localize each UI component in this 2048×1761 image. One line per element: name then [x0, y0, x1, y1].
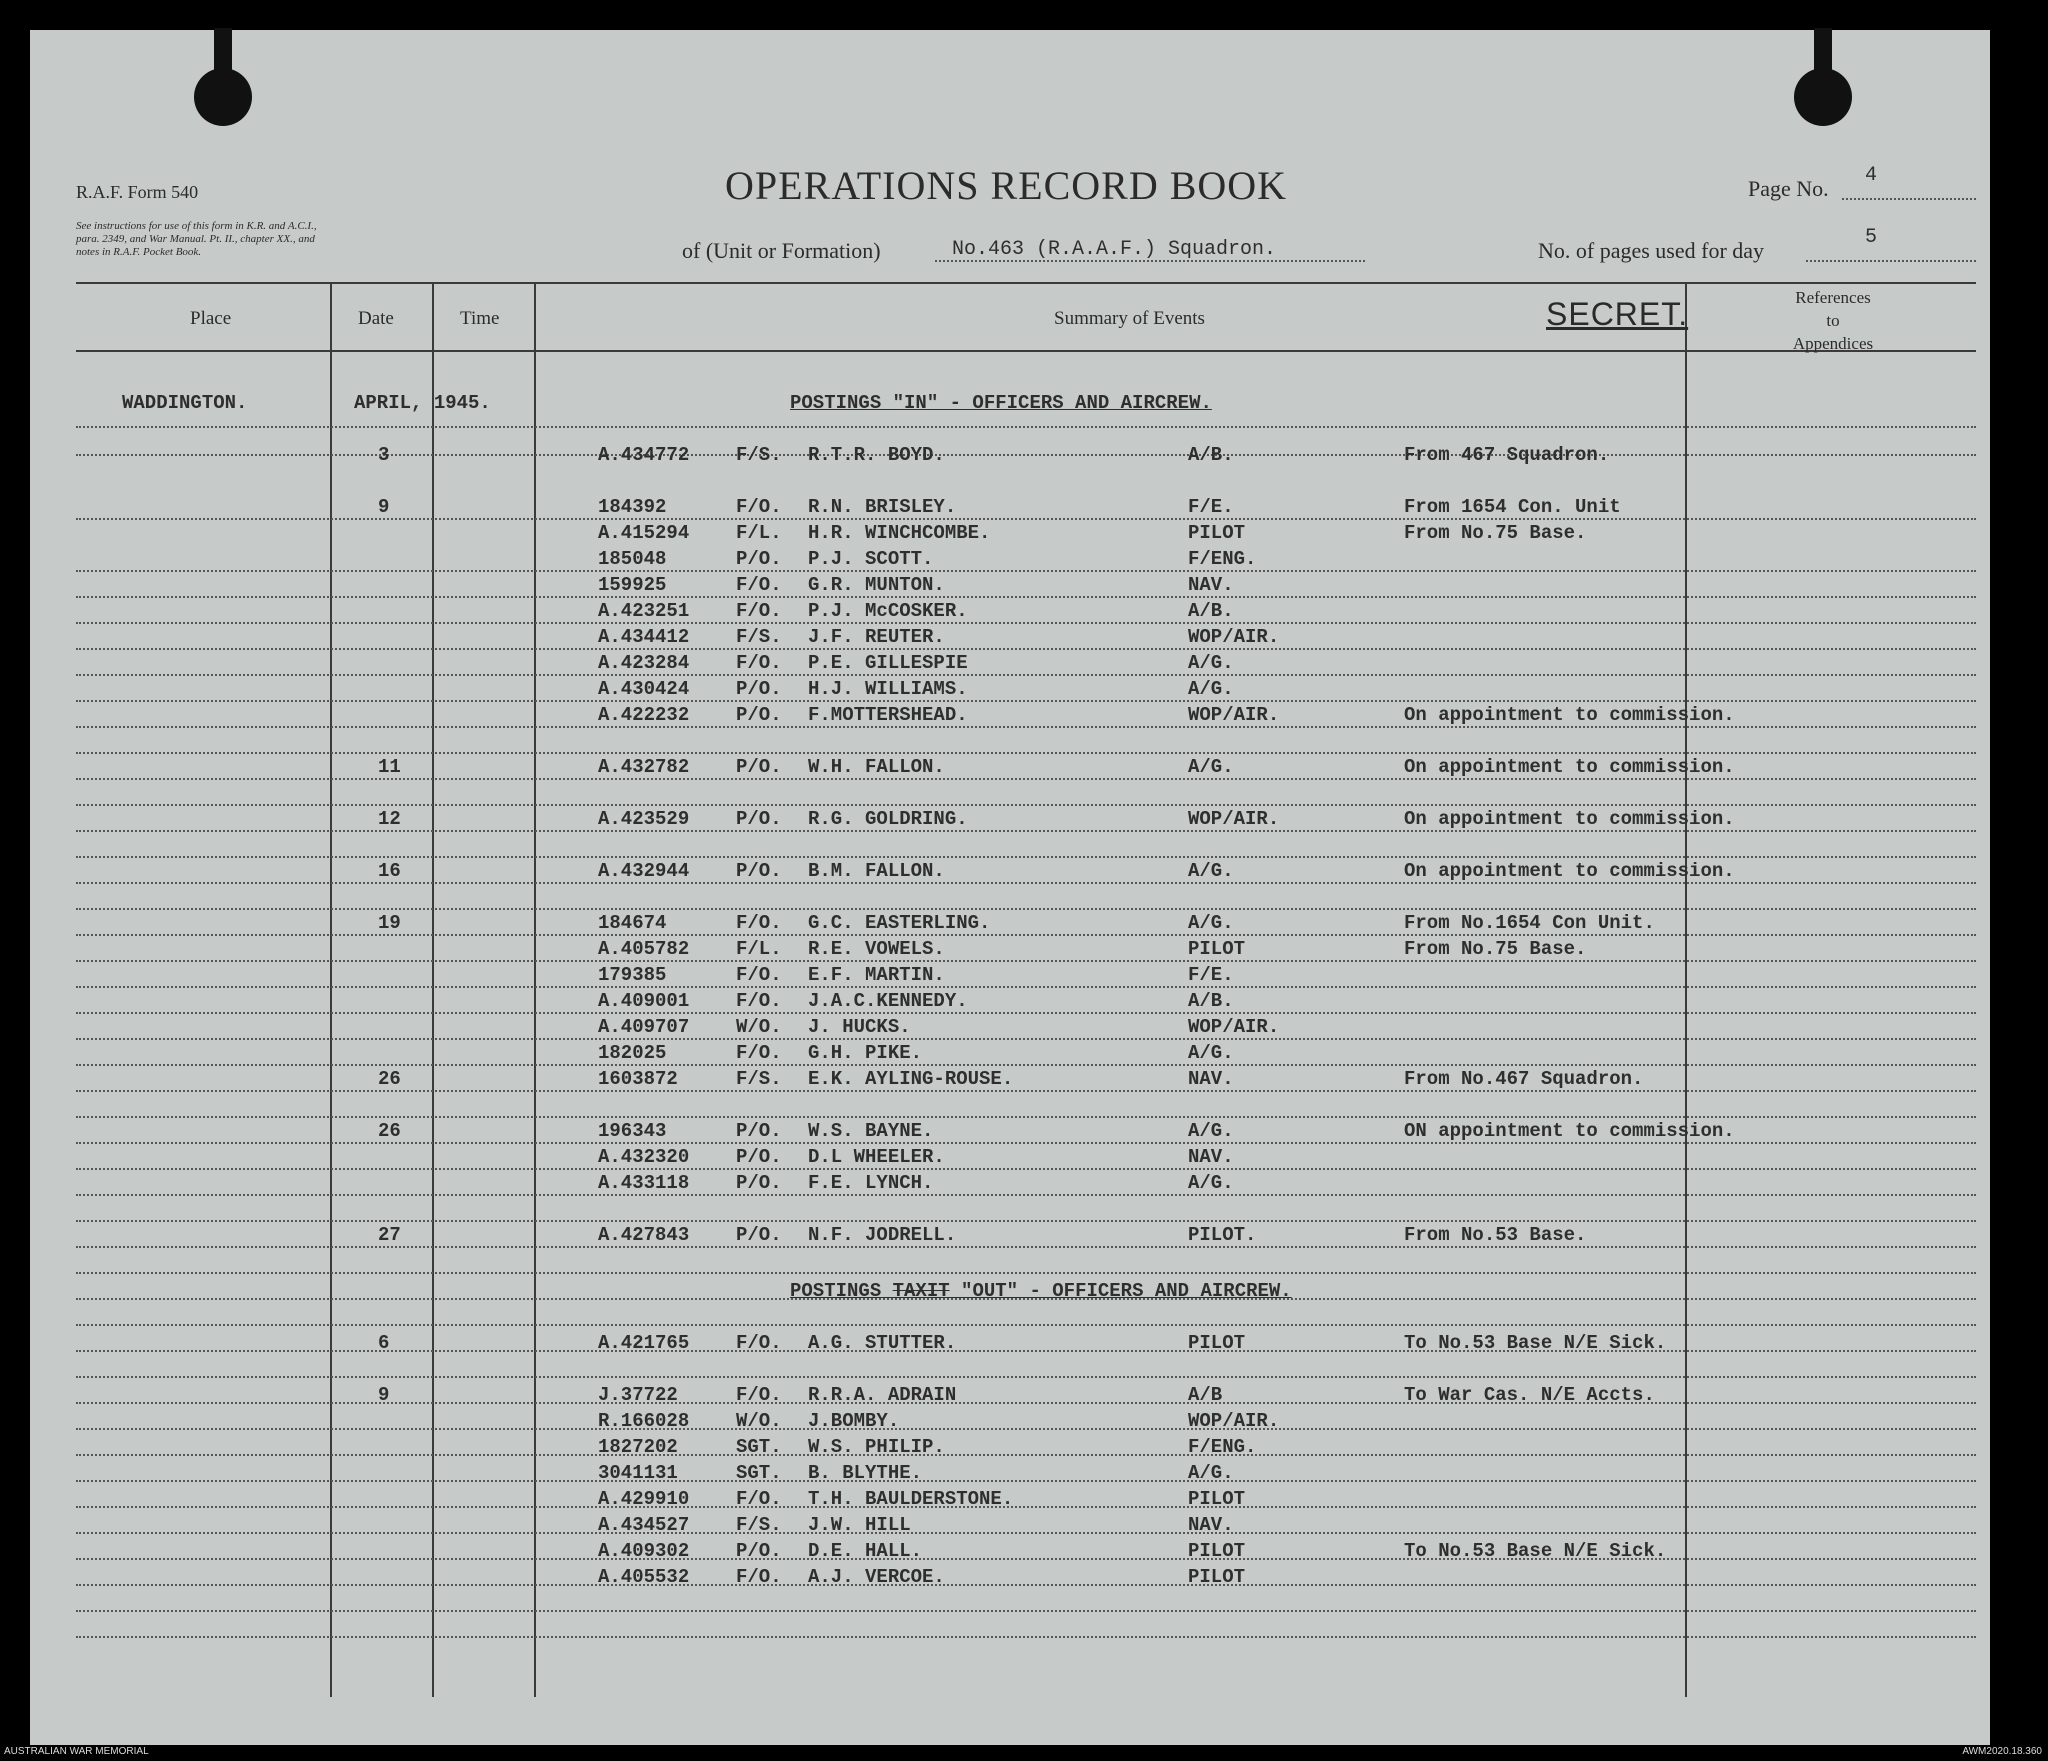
table-row: [30, 1540, 1990, 1566]
form-instructions: See instructions for use of this form in K.R. and A.C.I., para. 2349, and War Manual. Pt. II., chapter XX., and notes in R.A.F. Pocket Book.: [76, 220, 317, 258]
entry-date: 9: [378, 496, 390, 518]
table-row: [30, 1042, 1990, 1068]
table-row: [30, 938, 1990, 964]
aircrew-role: A/B.: [1188, 444, 1234, 466]
remark: From 467 Squadron.: [1404, 444, 1610, 466]
rule-line: [76, 1116, 1976, 1118]
personnel-name: R.N. BRISLEY.: [808, 496, 957, 518]
personnel-name: H.R. WINCHCOMBE.: [808, 522, 991, 544]
rank: F/O.: [736, 600, 782, 622]
personnel-name: G.R. MUNTON.: [808, 574, 945, 596]
rank: P/O.: [736, 1146, 782, 1168]
rank: F/S.: [736, 1068, 782, 1090]
aircrew-role: A/B.: [1188, 600, 1234, 622]
service-number: 182025: [598, 1042, 667, 1064]
rule-line: [76, 1376, 1976, 1378]
rank: P/O.: [736, 860, 782, 882]
service-number: 3041131: [598, 1462, 678, 1484]
table-row: [30, 444, 1990, 470]
service-number: 196343: [598, 1120, 667, 1142]
table-row: [30, 1436, 1990, 1462]
entry-date: 12: [378, 808, 401, 830]
personnel-name: R.T.R. BOYD.: [808, 444, 945, 466]
rank: F/L.: [736, 938, 782, 960]
rank: F/O.: [736, 652, 782, 674]
rank: F/O.: [736, 964, 782, 986]
aircrew-role: WOP/AIR.: [1188, 704, 1280, 726]
table-row: [30, 678, 1990, 704]
personnel-name: B.M. FALLON.: [808, 860, 945, 882]
remark: From No.75 Base.: [1404, 938, 1587, 960]
service-number: A.434772: [598, 444, 690, 466]
personnel-name: A.J. VERCOE.: [808, 1566, 945, 1588]
aircrew-role: A/B.: [1188, 990, 1234, 1012]
rule-line: [76, 752, 1976, 754]
binder-hole-left: [194, 68, 252, 126]
remark: To No.53 Base N/E Sick.: [1404, 1332, 1667, 1354]
binder-hole-right: [1794, 68, 1852, 126]
rule-line: [76, 1324, 1976, 1326]
service-number: A.427843: [598, 1224, 690, 1246]
remark: From No.467 Squadron.: [1404, 1068, 1644, 1090]
personnel-name: F.MOTTERSHEAD.: [808, 704, 968, 726]
table-row: [30, 600, 1990, 626]
rule-line: [76, 1636, 1976, 1638]
entry-date: 19: [378, 912, 401, 934]
rank: F/O.: [736, 912, 782, 934]
rank: W/O.: [736, 1410, 782, 1432]
aircrew-role: A/G.: [1188, 1120, 1234, 1142]
page-number-label: Page No.: [1748, 176, 1829, 201]
table-row: [30, 1146, 1990, 1172]
rank: F/O.: [736, 1332, 782, 1354]
service-number: A.423284: [598, 652, 690, 674]
personnel-name: A.G. STUTTER.: [808, 1332, 957, 1354]
remark: On appointment to commission.: [1404, 704, 1735, 726]
aircrew-role: WOP/AIR.: [1188, 808, 1280, 830]
service-number: A.415294: [598, 522, 690, 544]
table-row: [30, 522, 1990, 548]
aircrew-role: WOP/AIR.: [1188, 1016, 1280, 1038]
rank: W/O.: [736, 1016, 782, 1038]
aircrew-role: A/G.: [1188, 860, 1234, 882]
rank: P/O.: [736, 678, 782, 700]
remark: From No.1654 Con Unit.: [1404, 912, 1655, 934]
service-number: A.432320: [598, 1146, 690, 1168]
service-number: A.432944: [598, 860, 690, 882]
personnel-name: R.R.A. ADRAIN: [808, 1384, 957, 1406]
table-row: [30, 626, 1990, 652]
table-row: [30, 964, 1990, 990]
table-row: [30, 1120, 1990, 1146]
aircrew-role: PILOT: [1188, 1332, 1246, 1354]
rule-line: [76, 1220, 1976, 1222]
service-number: 159925: [598, 574, 667, 596]
table-row: [30, 1462, 1990, 1488]
aircrew-role: A/G.: [1188, 912, 1234, 934]
heading-postings-in: POSTINGS "IN" - OFFICERS AND AIRCREW.: [790, 392, 1212, 414]
aircrew-role: F/ENG.: [1188, 548, 1257, 570]
table-row: [30, 1172, 1990, 1198]
personnel-name: J. HUCKS.: [808, 1016, 911, 1038]
service-number: A.429910: [598, 1488, 690, 1510]
service-number: 184674: [598, 912, 667, 934]
service-number: A.405782: [598, 938, 690, 960]
remark: On appointment to commission.: [1404, 756, 1735, 778]
personnel-name: R.E. VOWELS.: [808, 938, 945, 960]
aircrew-role: A/G.: [1188, 678, 1234, 700]
aircrew-role: PILOT: [1188, 522, 1246, 544]
service-number: J.37722: [598, 1384, 678, 1406]
document-title: OPERATIONS RECORD BOOK: [725, 163, 1288, 208]
rank: F/O.: [736, 496, 782, 518]
aircrew-role: PILOT: [1188, 938, 1246, 960]
remark: ON appointment to commission.: [1404, 1120, 1735, 1142]
rank: F/O.: [736, 1566, 782, 1588]
personnel-name: G.C. EASTERLING.: [808, 912, 991, 934]
secret-label: SECRET.: [1546, 296, 1689, 332]
table-row: [30, 1514, 1990, 1540]
table-row: [30, 1224, 1990, 1250]
rule-line: [76, 804, 1976, 806]
column-date: Date: [358, 308, 394, 329]
service-number: A.434412: [598, 626, 690, 648]
rank: P/O.: [736, 548, 782, 570]
aircrew-role: F/ENG.: [1188, 1436, 1257, 1458]
service-number: A.421765: [598, 1332, 690, 1354]
table-row: [30, 990, 1990, 1016]
remark: From 1654 Con. Unit: [1404, 496, 1621, 518]
service-number: 185048: [598, 548, 667, 570]
rank: P/O.: [736, 808, 782, 830]
aircrew-role: A/G.: [1188, 1042, 1234, 1064]
aircrew-role: A/G.: [1188, 652, 1234, 674]
table-row: [30, 912, 1990, 938]
personnel-name: J.BOMBY.: [808, 1410, 900, 1432]
table-row: [30, 1068, 1990, 1094]
aircrew-role: PILOT: [1188, 1488, 1246, 1510]
rank: SGT.: [736, 1462, 782, 1484]
table-row: [30, 1016, 1990, 1042]
aircrew-role: NAV.: [1188, 1068, 1234, 1090]
table-row: [30, 574, 1990, 600]
personnel-name: N.F. JODRELL.: [808, 1224, 957, 1246]
service-number: 1827202: [598, 1436, 678, 1458]
service-number: A.433118: [598, 1172, 690, 1194]
personnel-name: B. BLYTHE.: [808, 1462, 923, 1484]
entry-date: 9: [378, 1384, 390, 1406]
table-row: [30, 704, 1990, 730]
entry-date: 11: [378, 756, 401, 778]
aircrew-role: PILOT: [1188, 1566, 1246, 1588]
service-number: 179385: [598, 964, 667, 986]
personnel-name: E.K. AYLING-ROUSE.: [808, 1068, 1014, 1090]
personnel-name: H.J. WILLIAMS.: [808, 678, 968, 700]
personnel-name: P.J. McCOSKER.: [808, 600, 968, 622]
personnel-name: G.H. PIKE.: [808, 1042, 923, 1064]
rank: P/O.: [736, 704, 782, 726]
pages-used: 5: [1865, 226, 1878, 249]
entry-date: 16: [378, 860, 401, 882]
table-row: [30, 1488, 1990, 1514]
table-row: [30, 756, 1990, 782]
rank: P/O.: [736, 756, 782, 778]
rank: F/S.: [736, 626, 782, 648]
personnel-name: W.H. FALLON.: [808, 756, 945, 778]
table-row: [30, 1566, 1990, 1592]
unit-name: No.463 (R.A.A.F.) Squadron.: [952, 238, 1277, 261]
service-number: A.405532: [598, 1566, 690, 1588]
rank: F/O.: [736, 574, 782, 596]
rank: SGT.: [736, 1436, 782, 1458]
document-page: [30, 30, 1990, 1745]
rank: P/O.: [736, 1172, 782, 1194]
entry-date: 27: [378, 1224, 401, 1246]
table-row: [30, 1410, 1990, 1436]
service-number: A.409707: [598, 1016, 690, 1038]
rank: F/S.: [736, 444, 782, 466]
personnel-name: J.A.C.KENNEDY.: [808, 990, 968, 1012]
personnel-name: P.J. SCOTT.: [808, 548, 934, 570]
personnel-name: W.S. BAYNE.: [808, 1120, 934, 1142]
rank: P/O.: [736, 1120, 782, 1142]
remark: To War Cas. N/E Accts.: [1404, 1384, 1655, 1406]
rank: F/O.: [736, 1042, 782, 1064]
aircrew-role: WOP/AIR.: [1188, 626, 1280, 648]
service-number: A.423251: [598, 600, 690, 622]
rule-line: [76, 908, 1976, 910]
rule-line: [76, 426, 1976, 428]
rule-line: [76, 856, 1976, 858]
service-number: 184392: [598, 496, 667, 518]
remark: On appointment to commission.: [1404, 808, 1735, 830]
remark: From No.53 Base.: [1404, 1224, 1587, 1246]
rank: P/O.: [736, 1224, 782, 1246]
table-row: [30, 496, 1990, 522]
aircrew-role: NAV.: [1188, 1146, 1234, 1168]
table-row: [30, 860, 1990, 886]
place: WADDINGTON.: [122, 392, 248, 414]
personnel-name: D.L WHEELER.: [808, 1146, 945, 1168]
rank: F/S.: [736, 1514, 782, 1536]
rule-line: [76, 1272, 1976, 1274]
table-row: [30, 1332, 1990, 1358]
table-row: [30, 652, 1990, 678]
remark: From No.75 Base.: [1404, 522, 1587, 544]
table-row: [30, 1384, 1990, 1410]
service-number: A.430424: [598, 678, 690, 700]
heading-postings-out: POSTINGS TAXIT "OUT" - OFFICERS AND AIRCREW.: [790, 1280, 1292, 1302]
form-number: R.A.F. Form 540: [76, 182, 199, 202]
aircrew-role: PILOT.: [1188, 1224, 1257, 1246]
unit-label: of (Unit or Formation): [682, 238, 881, 263]
remark: On appointment to commission.: [1404, 860, 1735, 882]
personnel-name: T.H. BAULDERSTONE.: [808, 1488, 1014, 1510]
footer-right: AWM2020.18.360: [1962, 1746, 2042, 1757]
rule-line: [76, 1610, 1976, 1612]
column-place: Place: [190, 308, 232, 329]
entry-date: 26: [378, 1120, 401, 1142]
footer-left: AUSTRALIAN WAR MEMORIAL: [4, 1746, 149, 1757]
rank: F/L.: [736, 522, 782, 544]
page-number: 4: [1865, 164, 1878, 187]
aircrew-role: F/E.: [1188, 964, 1234, 986]
rank: P/O.: [736, 1540, 782, 1562]
service-number: R.166028: [598, 1410, 690, 1432]
column-time: Time: [460, 308, 500, 329]
service-number: A.409302: [598, 1540, 690, 1562]
aircrew-role: A/B: [1188, 1384, 1223, 1406]
pages-used-label: No. of pages used for day: [1538, 238, 1765, 263]
service-number: A.422232: [598, 704, 690, 726]
column-references: References to Appendices: [1792, 288, 1874, 353]
rank: F/O.: [736, 1488, 782, 1510]
personnel-name: D.E. HALL.: [808, 1540, 923, 1562]
entry-date: 6: [378, 1332, 390, 1354]
column-summary: Summary of Events: [1054, 308, 1205, 329]
table-row: [30, 548, 1990, 574]
aircrew-role: PILOT: [1188, 1540, 1246, 1562]
aircrew-role: F/E.: [1188, 496, 1234, 518]
aircrew-role: A/G.: [1188, 1462, 1234, 1484]
personnel-name: J.W. HILL: [808, 1514, 911, 1536]
personnel-name: E.F. MARTIN.: [808, 964, 945, 986]
aircrew-role: NAV.: [1188, 1514, 1234, 1536]
month: APRIL, 1945.: [354, 392, 491, 414]
table-row: [30, 808, 1990, 834]
personnel-name: F.E. LYNCH.: [808, 1172, 934, 1194]
aircrew-role: NAV.: [1188, 574, 1234, 596]
remark: To No.53 Base N/E Sick.: [1404, 1540, 1667, 1562]
service-number: A.432782: [598, 756, 690, 778]
entry-date: 3: [378, 444, 390, 466]
aircrew-role: A/G.: [1188, 756, 1234, 778]
entry-date: 26: [378, 1068, 401, 1090]
personnel-name: P.E. GILLESPIE: [808, 652, 968, 674]
service-number: A.409001: [598, 990, 690, 1012]
aircrew-role: A/G.: [1188, 1172, 1234, 1194]
service-number: A.423529: [598, 808, 690, 830]
rank: F/O.: [736, 1384, 782, 1406]
service-number: A.434527: [598, 1514, 690, 1536]
service-number: 1603872: [598, 1068, 678, 1090]
personnel-name: J.F. REUTER.: [808, 626, 945, 648]
personnel-name: R.G. GOLDRING.: [808, 808, 968, 830]
personnel-name: W.S. PHILIP.: [808, 1436, 945, 1458]
rank: F/O.: [736, 990, 782, 1012]
aircrew-role: WOP/AIR.: [1188, 1410, 1280, 1432]
